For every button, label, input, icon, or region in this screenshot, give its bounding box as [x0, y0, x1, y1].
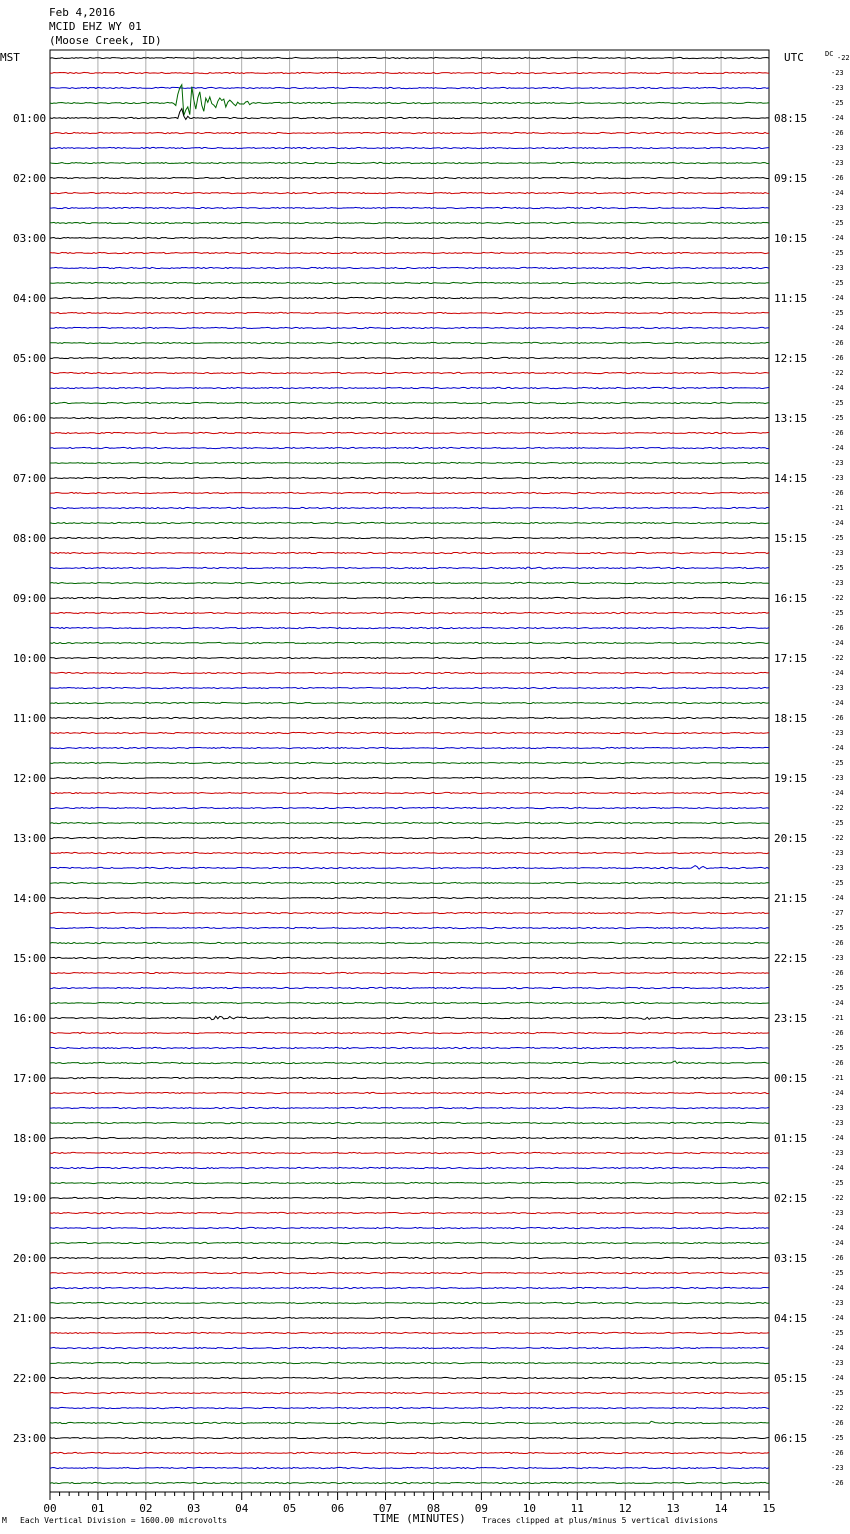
- trace-row: [50, 387, 769, 388]
- dc-offset-label: -24: [831, 1344, 844, 1352]
- trace-row: [50, 1437, 769, 1438]
- dc-offset-label: -26: [831, 1479, 844, 1487]
- dc-offset-label: -24: [831, 1224, 844, 1232]
- hour-label-mst: 08:00: [13, 532, 47, 545]
- x-tick-label: 11: [570, 1502, 584, 1515]
- trace-row: [50, 1482, 769, 1483]
- dc-offset-label: -23: [831, 264, 844, 272]
- dc-offset-label: -25: [831, 879, 844, 887]
- trace-row: [50, 852, 769, 853]
- dc-offset-label: -25: [831, 1269, 844, 1277]
- trace-row: [50, 882, 769, 883]
- trace-row: [50, 1061, 769, 1064]
- trace-row: [50, 612, 769, 613]
- dc-offset-label: -26: [831, 1419, 844, 1427]
- trace-row: [50, 1407, 769, 1408]
- dc-offset-label: -25: [831, 984, 844, 992]
- dc-offset-label: -22: [831, 594, 844, 602]
- trace-row: [50, 132, 769, 133]
- dc-offset-label: -25: [831, 99, 844, 107]
- trace-row: [50, 85, 769, 116]
- hour-label-utc: 06:15: [774, 1432, 808, 1445]
- dc-offset-label: -23: [831, 864, 844, 872]
- hour-label-mst: 07:00: [13, 472, 47, 485]
- dc-offset-label: -26: [831, 939, 844, 947]
- dc-offset-label: -26: [831, 1254, 844, 1262]
- trace-row: [50, 1182, 769, 1183]
- hour-label-mst: 22:00: [13, 1372, 47, 1385]
- trace-row: [50, 1032, 769, 1033]
- dc-offset-label: -26: [831, 174, 844, 182]
- dc-offset-label: -26: [831, 1029, 844, 1037]
- trace-row: [50, 462, 769, 463]
- dc-offset-label: -25: [831, 414, 844, 422]
- trace-row: [50, 1212, 769, 1213]
- dc-offset-label: -24: [831, 1284, 844, 1292]
- dc-offset-label: -24: [831, 1164, 844, 1172]
- dc-offset-label: -25: [831, 1329, 844, 1337]
- trace-row: [50, 927, 769, 928]
- dc-offset-label: -25: [831, 1179, 844, 1187]
- trace-row: [50, 147, 769, 148]
- hour-label-utc: 11:15: [774, 292, 808, 305]
- dc-offset-label: -23: [831, 549, 844, 557]
- hour-label-utc: 10:15: [774, 232, 808, 245]
- trace-row: [50, 1272, 769, 1273]
- trace-row: [50, 1077, 769, 1079]
- dc-offset-label: -23: [831, 849, 844, 857]
- hour-label-utc: 22:15: [774, 952, 808, 965]
- x-tick-label: 08: [426, 1502, 441, 1515]
- trace-row: [50, 1002, 769, 1003]
- trace-row: [50, 597, 769, 598]
- hour-label-mst: 17:00: [13, 1072, 47, 1085]
- dc-offset-label: -24: [831, 294, 844, 302]
- trace-row: [50, 792, 769, 793]
- hour-label-utc: 18:15: [774, 712, 808, 725]
- trace-row: [50, 297, 769, 298]
- dc-offset-label: -23: [831, 159, 844, 167]
- record-date: Feb 4,2016: [49, 6, 116, 19]
- hour-label-utc: 16:15: [774, 592, 808, 605]
- hour-label-utc: 05:15: [774, 1372, 808, 1385]
- trace-row: [50, 777, 769, 778]
- x-tick-label: 14: [714, 1502, 728, 1515]
- dc-offset-label: -23: [831, 144, 844, 152]
- right-timezone-label: UTC: [784, 51, 804, 64]
- hour-label-mst: 11:00: [13, 712, 47, 725]
- trace-row: [50, 1107, 769, 1108]
- hour-label-utc: 00:15: [774, 1072, 808, 1085]
- trace-row: [50, 312, 769, 313]
- trace-row: [50, 552, 769, 553]
- dc-offset-label: -23: [831, 579, 844, 587]
- dc-offset-label: -23: [831, 684, 844, 692]
- trace-row: [50, 57, 769, 58]
- dc-offset-label: -23: [831, 1104, 844, 1112]
- dc-offset-label: -23: [831, 69, 844, 77]
- hour-label-utc: 12:15: [774, 352, 808, 365]
- dc-offset-label: -23: [831, 1299, 844, 1307]
- dc-offset-label: -22: [831, 804, 844, 812]
- trace-row: [50, 912, 769, 913]
- trace-row: [50, 897, 769, 898]
- dc-offset-label: -23: [831, 1119, 844, 1127]
- dc-offset-label: -25: [831, 1434, 844, 1442]
- trace-row: [50, 417, 769, 418]
- x-tick-label: 02: [139, 1502, 153, 1515]
- hour-label-utc: 04:15: [774, 1312, 808, 1325]
- trace-row: [50, 1362, 769, 1363]
- hour-label-mst: 04:00: [13, 292, 47, 305]
- trace-row: [50, 942, 769, 943]
- trace-row: [50, 687, 769, 688]
- hour-label-utc: 23:15: [774, 1012, 808, 1025]
- hour-label-mst: 20:00: [13, 1252, 47, 1265]
- trace-row: [50, 717, 769, 718]
- trace-row: [50, 522, 769, 523]
- x-tick-label: 06: [330, 1502, 345, 1515]
- dc-offset-label: -25: [831, 399, 844, 407]
- trace-row: [50, 807, 769, 808]
- trace-row: [50, 866, 769, 870]
- hour-label-mst: 02:00: [13, 172, 47, 185]
- left-timezone-label: MST: [0, 51, 20, 64]
- trace-row: [50, 1047, 769, 1048]
- hour-label-utc: 03:15: [774, 1252, 808, 1265]
- station-location: (Moose Creek, ID): [49, 34, 162, 47]
- trace-row: [50, 1377, 769, 1378]
- hour-label-mst: 10:00: [13, 652, 47, 665]
- dc-offset-label: -25: [831, 924, 844, 932]
- dc-offset-label: -23: [831, 729, 844, 737]
- dc-offset-label: -25: [831, 1044, 844, 1052]
- dc-offset-label: -23: [831, 474, 844, 482]
- dc-offset-label: -24: [831, 789, 844, 797]
- trace-row: [50, 447, 769, 448]
- trace-row: [50, 732, 769, 733]
- dc-offset-label: -23: [831, 1209, 844, 1217]
- dc-offset-label: -23: [831, 1149, 844, 1157]
- scale-note: Each Vertical Division = 1600.00 microvolts: [20, 1516, 228, 1525]
- dc-label: DC: [825, 50, 834, 58]
- dc-offset-label: -25: [831, 309, 844, 317]
- x-tick-label: 12: [618, 1502, 632, 1515]
- trace-row: [50, 582, 769, 583]
- dc-offset-label: -26: [831, 129, 844, 137]
- trace-row: [50, 837, 769, 838]
- trace-row: [50, 1332, 769, 1333]
- hour-label-mst: 14:00: [13, 892, 47, 905]
- dc-offset-label: -21: [831, 1014, 844, 1022]
- trace-row: [50, 1227, 769, 1228]
- trace-row: [50, 342, 769, 343]
- trace-row: [50, 267, 769, 268]
- dc-offset-label: -26: [831, 429, 844, 437]
- dc-offset-label: -21: [831, 504, 844, 512]
- hour-label-mst: 01:00: [13, 112, 47, 125]
- trace-row: [50, 432, 769, 433]
- trace-row: [50, 1197, 769, 1198]
- dc-offset-label: -25: [831, 219, 844, 227]
- hour-label-utc: 21:15: [774, 892, 808, 905]
- dc-offset-label: -24: [831, 1134, 844, 1142]
- trace-row: [50, 1122, 769, 1123]
- dc-offset-label: -24: [831, 1089, 844, 1097]
- dc-offset-label: -26: [831, 339, 844, 347]
- x-tick-label: 13: [666, 1502, 680, 1515]
- dc-offset-label: -24: [831, 1239, 844, 1247]
- dc-offset-label: -25: [831, 249, 844, 257]
- dc-offset-label: -23: [831, 954, 844, 962]
- dc-offset-label: -24: [831, 999, 844, 1007]
- trace-row: [50, 372, 769, 373]
- trace-row: [50, 1016, 769, 1020]
- dc-offset-label: -24: [831, 639, 844, 647]
- trace-row: [50, 957, 769, 958]
- dc-offset-label: -23: [831, 774, 844, 782]
- hour-label-mst: 19:00: [13, 1192, 47, 1205]
- dc-offset-label: -24: [831, 384, 844, 392]
- dc-offset-label: -24: [831, 699, 844, 707]
- dc-offset-label: -24: [831, 519, 844, 527]
- dc-offset-label: -23: [831, 459, 844, 467]
- hour-label-utc: 09:15: [774, 172, 808, 185]
- trace-row: [50, 1302, 769, 1303]
- trace-row: [50, 162, 769, 163]
- dc-offset-label: -24: [831, 669, 844, 677]
- trace-row: [50, 1092, 769, 1093]
- hour-label-mst: 09:00: [13, 592, 47, 605]
- dc-offset-label: -24: [831, 114, 844, 122]
- hour-label-mst: 23:00: [13, 1432, 47, 1445]
- dc-offset-label: -25: [831, 759, 844, 767]
- trace-row: [50, 747, 769, 748]
- hour-label-mst: 16:00: [13, 1012, 47, 1025]
- dc-offset-label: -22: [831, 369, 844, 377]
- trace-row: [50, 702, 769, 703]
- trace-row: [50, 1421, 769, 1423]
- dc-offset-label: -23: [831, 1359, 844, 1367]
- dc-offset-label: -22: [831, 1404, 844, 1412]
- hour-label-mst: 18:00: [13, 1132, 47, 1145]
- clip-note: Traces clipped at plus/minus 5 vertical divisions: [482, 1516, 719, 1525]
- dc-offset-label: -27: [831, 909, 844, 917]
- dc-offset-label: -21: [831, 1074, 844, 1082]
- dc-offset-label: -26: [831, 354, 844, 362]
- x-tick-label: 09: [474, 1502, 489, 1515]
- dc-offset-label: -22: [831, 834, 844, 842]
- trace-row: [50, 1392, 769, 1393]
- dc-offset-label: -24: [831, 234, 844, 242]
- dc-offset-label: -25: [831, 609, 844, 617]
- trace-row: [50, 1347, 769, 1348]
- trace-row: [50, 252, 769, 253]
- dc-offset-label: -22: [837, 54, 850, 62]
- x-axis-title: TIME (MINUTES): [373, 1512, 466, 1525]
- dc-offset-label: -24: [831, 1314, 844, 1322]
- trace-row: [50, 507, 769, 508]
- trace-row: [50, 537, 769, 538]
- hour-label-mst: 03:00: [13, 232, 47, 245]
- dc-offset-label: -22: [831, 1194, 844, 1202]
- dc-offset-label: -24: [831, 444, 844, 452]
- hour-label-utc: 01:15: [774, 1132, 808, 1145]
- trace-row: [50, 642, 769, 643]
- station-id: MCID EHZ WY 01: [49, 20, 142, 33]
- hour-label-utc: 17:15: [774, 652, 808, 665]
- dc-offset-label: -25: [831, 819, 844, 827]
- trace-row: [50, 402, 769, 403]
- dc-offset-label: -25: [831, 1389, 844, 1397]
- x-tick-label: 04: [235, 1502, 249, 1515]
- trace-row: [50, 207, 769, 208]
- dc-offset-label: -24: [831, 894, 844, 902]
- trace-row: [50, 762, 769, 763]
- trace-row: [50, 237, 769, 238]
- trace-row: [50, 987, 769, 988]
- hour-label-utc: 15:15: [774, 532, 808, 545]
- trace-row: [50, 672, 769, 673]
- dc-offset-label: -24: [831, 189, 844, 197]
- trace-row: [50, 1152, 769, 1153]
- hour-label-utc: 13:15: [774, 412, 808, 425]
- x-tick-label: 15: [762, 1502, 776, 1515]
- dc-offset-label: -23: [831, 84, 844, 92]
- trace-row: [50, 972, 769, 973]
- trace-row: [50, 1317, 769, 1318]
- trace-row: [50, 1167, 769, 1168]
- trace-row: [50, 477, 769, 478]
- dc-offset-label: -25: [831, 279, 844, 287]
- dc-offset-label: -24: [831, 1374, 844, 1382]
- trace-rows: [50, 57, 769, 1483]
- x-tick-label: 01: [91, 1502, 105, 1515]
- hour-label-utc: 08:15: [774, 112, 808, 125]
- trace-row: [50, 492, 769, 493]
- dc-offset-label: -26: [831, 969, 844, 977]
- hour-label-mst: 06:00: [13, 412, 47, 425]
- dc-offset-label: -24: [831, 744, 844, 752]
- trace-row: [50, 1287, 769, 1288]
- trace-row: [50, 72, 769, 73]
- trace-row: [50, 627, 769, 628]
- trace-row: [50, 1257, 769, 1258]
- trace-row: [50, 177, 769, 178]
- trace-row: [50, 1452, 769, 1453]
- hour-label-utc: 02:15: [774, 1192, 808, 1205]
- dc-offset-label: -26: [831, 1449, 844, 1457]
- trace-row: [50, 1137, 769, 1138]
- trace-row: [50, 109, 769, 120]
- trace-row: [50, 567, 769, 569]
- x-tick-label: 03: [187, 1502, 201, 1515]
- trace-row: [50, 1467, 769, 1468]
- minute-gridlines: [98, 50, 721, 1492]
- hour-label-utc: 20:15: [774, 832, 808, 845]
- trace-row: [50, 282, 769, 283]
- footer-mark: M: [2, 1516, 7, 1525]
- trace-row: [50, 87, 769, 88]
- trace-row: [50, 222, 769, 223]
- hour-label-mst: 12:00: [13, 772, 47, 785]
- hour-label-mst: 13:00: [13, 832, 47, 845]
- dc-offset-label: -23: [831, 1464, 844, 1472]
- dc-offset-label: -23: [831, 204, 844, 212]
- x-tick-label: 05: [283, 1502, 297, 1515]
- x-tick-label: 10: [522, 1502, 536, 1515]
- trace-row: [50, 822, 769, 823]
- trace-row: [50, 357, 769, 358]
- hour-label-mst: 15:00: [13, 952, 47, 965]
- hour-label-mst: 05:00: [13, 352, 47, 365]
- dc-offset-label: -24: [831, 324, 844, 332]
- x-tick-label: 00: [43, 1502, 57, 1515]
- hour-label-utc: 19:15: [774, 772, 808, 785]
- dc-offset-label: -26: [831, 1059, 844, 1067]
- trace-row: [50, 657, 769, 658]
- plot-frame: [50, 50, 769, 1492]
- dc-offset-label: -26: [831, 714, 844, 722]
- trace-row: [50, 1242, 769, 1243]
- dc-offset-label: -25: [831, 534, 844, 542]
- trace-row: [50, 327, 769, 328]
- trace-row: [50, 192, 769, 193]
- dc-offset-label: -25: [831, 564, 844, 572]
- hour-label-mst: 21:00: [13, 1312, 47, 1325]
- dc-offset-label: -22: [831, 654, 844, 662]
- hour-label-utc: 14:15: [774, 472, 808, 485]
- x-tick-label: 07: [378, 1502, 393, 1515]
- dc-offset-label: -26: [831, 489, 844, 497]
- dc-offset-label: -26: [831, 624, 844, 632]
